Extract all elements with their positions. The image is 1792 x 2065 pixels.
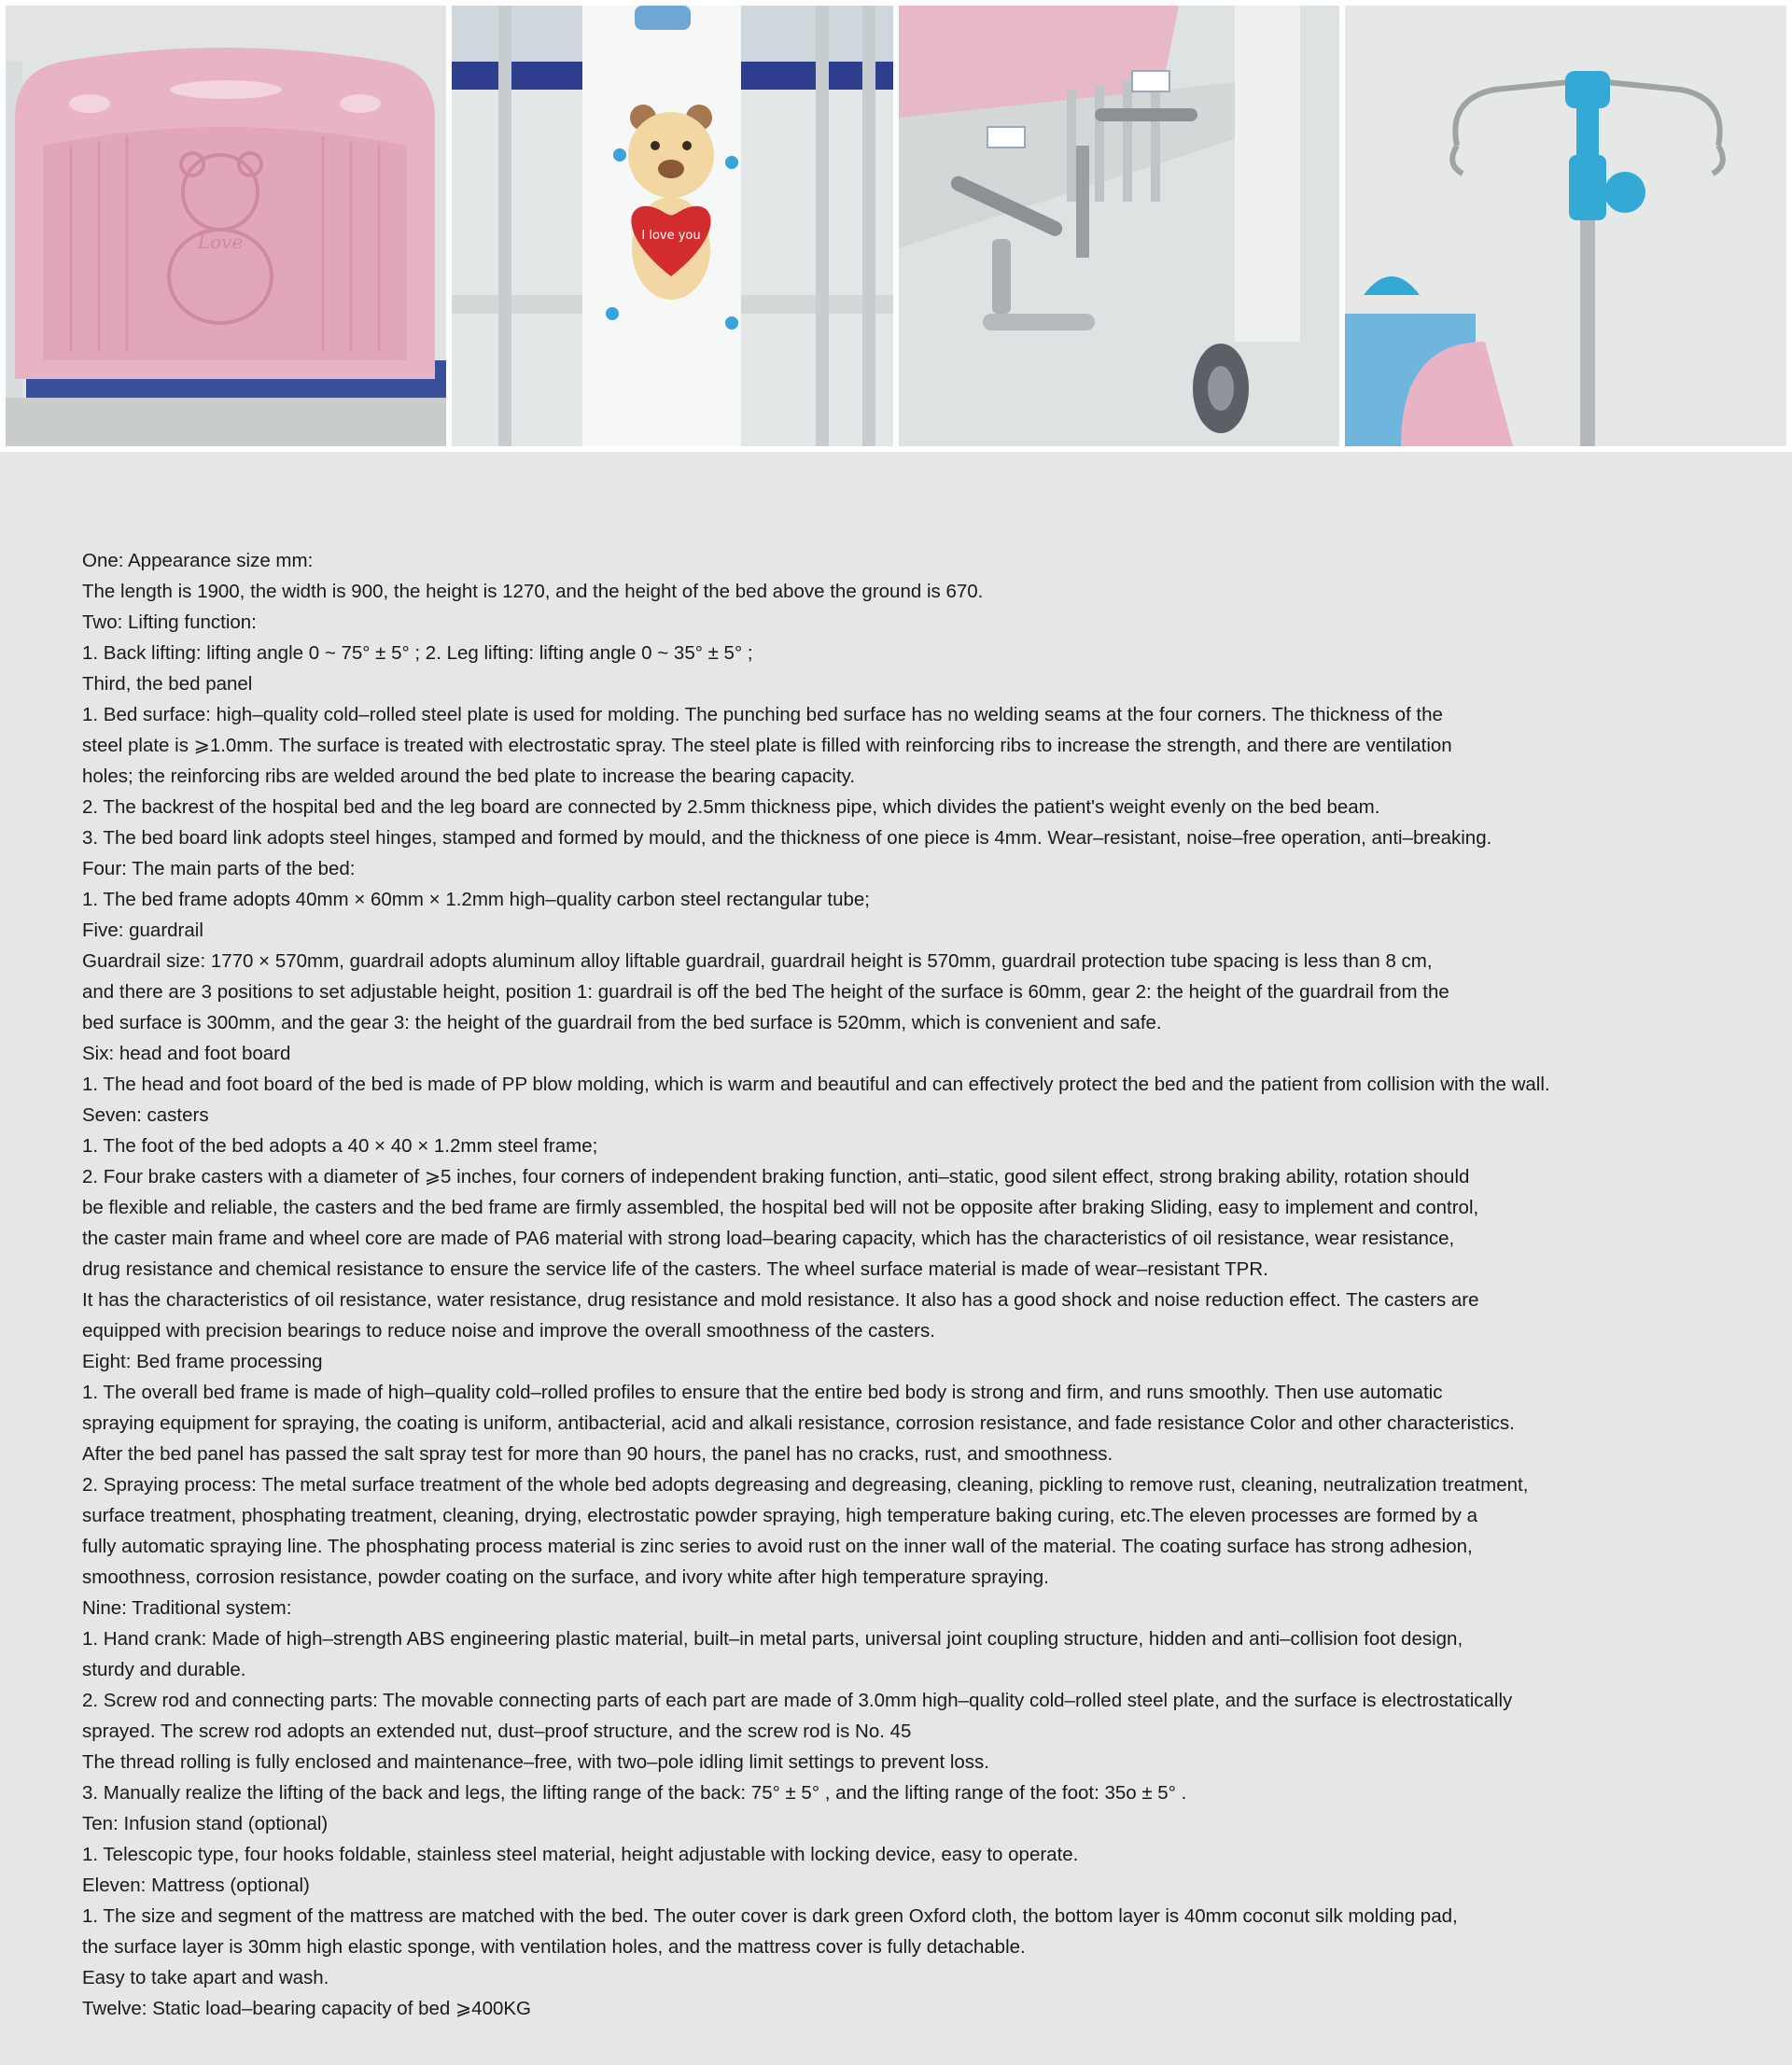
spec-line: smoothness, corrosion resistance, powder coating on the surface, and ivory white after high temperature spraying.: [82, 1566, 1049, 1588]
spec-line: the surface layer is 30mm high elastic sponge, with ventilation holes, and the mattress cover is fully detachable.: [82, 1936, 1026, 1958]
spec-line: and there are 3 positions to set adjustable height, position 1: guardrail is off the bed The height of the surface is 60mm, gear 2: the height of the guardrail from the: [82, 981, 1449, 1003]
spec-line: 1. The overall bed frame is made of high–quality cold–rolled profiles to ensure that the entire bed body is strong and firm, and runs smoothly. Then use automatic: [82, 1382, 1443, 1403]
spec-line: Six: head and foot board: [82, 1043, 291, 1064]
spec-line: Five: guardrail: [82, 920, 203, 941]
headboard-love-text: Love: [197, 231, 244, 253]
spec-line: 2. Screw rod and connecting parts: The movable connecting parts of each part are made of 3.0mm high–quality cold–rolled steel plate, and the surface is electrostatically: [82, 1690, 1513, 1711]
spec-line: fully automatic spraying line. The phosphating process material is zinc series to avoid rust on the inner wall of the material. The coating surface has strong adhesion,: [82, 1536, 1473, 1557]
spec-line: The length is 1900, the width is 900, the height is 1270, and the height of the bed above the ground is 670.: [82, 581, 984, 602]
spec-line: surface treatment, phosphating treatment, cleaning, drying, electrostatic powder spraying, high temperature baking curing, etc.The eleven processes are formed by a: [82, 1505, 1478, 1526]
spec-line: 2. Four brake casters with a diameter of ⩾5 inches, four corners of independent braking function, anti–static, good silent effect, strong braking ability, rotation should: [82, 1166, 1470, 1187]
spec-line: Guardrail size: 1770 × 570mm, guardrail adopts aluminum alloy liftable guardrail, guardrail height is 570mm, guardrail protection tube spacing is less than 8 cm,: [82, 950, 1433, 972]
spec-line: 3. Manually realize the lifting of the back and legs, the lifting range of the back: 75° ± 5° , and the lifting range of the foot: 35o ± 5° .: [82, 1782, 1187, 1804]
spec-line: Third, the bed panel: [82, 673, 253, 695]
spec-line: Eleven: Mattress (optional): [82, 1875, 310, 1896]
spec-line: 1. The foot of the bed adopts a 40 × 40 × 1.2mm steel frame;: [82, 1135, 598, 1157]
spec-line: The thread rolling is fully enclosed and maintenance–free, with two–pole idling limit settings to prevent loss.: [82, 1751, 989, 1773]
spec-line: Eight: Bed frame processing: [82, 1351, 323, 1372]
spec-line: spraying equipment for spraying, the coating is uniform, antibacterial, acid and alkali resistance, corrosion resistance, and fade resistance Color and other characteristics.: [82, 1412, 1515, 1434]
spec-line: sprayed. The screw rod adopts an extended nut, dust–proof structure, and the screw rod is No. 45: [82, 1721, 912, 1742]
spec-line: equipped with precision bearings to reduce noise and improve the overall smoothness of the casters.: [82, 1320, 935, 1342]
spec-line: 2. Spraying process: The metal surface treatment of the whole bed adopts degreasing and degreasing, cleaning, pickling to remove rust, cleaning, neutralization treatment,: [82, 1474, 1529, 1496]
spec-line: be flexible and reliable, the casters and the bed frame are firmly assembled, the hospital bed will not be opposite after braking Sliding, easy to implement and control,: [82, 1197, 1479, 1218]
spec-line: 1. The bed frame adopts 40mm × 60mm × 1.2mm high–quality carbon steel rectangular tube;: [82, 889, 871, 910]
photo-hand-cranks: [899, 6, 1339, 446]
spec-line: Seven: casters: [82, 1104, 209, 1126]
infusion-stand-illustration: [1345, 6, 1786, 446]
specification-text: [82, 545, 1753, 2024]
headboard-illustration: [6, 6, 446, 446]
spec-line: Ten: Infusion stand (optional): [82, 1813, 329, 1834]
spec-line: After the bed panel has passed the salt spray test for more than 90 hours, the panel has no cracks, rust, and smoothness.: [82, 1443, 1113, 1465]
spec-line: steel plate is ⩾1.0mm. The surface is treated with electrostatic spray. The steel plate is filled with reinforcing ribs to increase the strength, and there are ventilation: [82, 735, 1452, 756]
spec-line: 1. Bed surface: high–quality cold–rolled steel plate is used for molding. The punching bed surface has no welding seams at the four corners. The thickness of the: [82, 704, 1443, 725]
spec-line: Nine: Traditional system:: [82, 1597, 292, 1619]
spec-line: 1. The size and segment of the mattress are matched with the bed. The outer cover is dark green Oxford cloth, the bottom layer is 40mm coconut silk molding pad,: [82, 1905, 1458, 1927]
spec-line: Easy to take apart and wash.: [82, 1967, 329, 1988]
spec-line: It has the characteristics of oil resistance, water resistance, drug resistance and mold resistance. It also has a good shock and noise reduction effect. The casters are: [82, 1289, 1479, 1311]
photo-pink-headboard: [6, 6, 446, 446]
spec-line: 3. The bed board link adopts steel hinges, stamped and formed by mould, and the thickness of one piece is 4mm. Wear–resistant, noise–free operation, anti–breaking.: [82, 827, 1492, 849]
spec-line: Four: The main parts of the bed:: [82, 858, 356, 879]
product-photo-strip: [0, 0, 1792, 452]
spec-line: 1. Telescopic type, four hooks foldable, stainless steel material, height adjustable with locking device, easy to operate.: [82, 1844, 1079, 1865]
photo-infusion-stand: [1345, 6, 1786, 446]
spec-line: the caster main frame and wheel core are made of PA6 material with strong load–bearing capacity, which has the characteristics of oil resistance, wear resistance,: [82, 1228, 1455, 1249]
spec-line: One: Appearance size mm:: [82, 550, 314, 571]
spec-line: Two: Lifting function:: [82, 611, 257, 633]
photo-bear-guardrail-post: [452, 6, 893, 446]
heart-i-love-you-text: I love you: [641, 229, 701, 243]
spec-line: holes; the reinforcing ribs are welded around the bed plate to increase the bearing capacity.: [82, 766, 856, 787]
spec-line: drug resistance and chemical resistance to ensure the service life of the casters. The wheel surface material is made of wear–resistant TPR.: [82, 1258, 1268, 1280]
bear-post-illustration: [452, 6, 893, 446]
spec-line: sturdy and durable.: [82, 1659, 246, 1680]
spec-line: 1. Back lifting: lifting angle 0 ~ 75° ± 5° ; 2. Leg lifting: lifting angle 0 ~ 35° ± 5° ;: [82, 642, 753, 664]
spec-line: 1. Hand crank: Made of high–strength ABS engineering plastic material, built–in metal parts, universal joint coupling structure, hidden and anti–collision foot design,: [82, 1628, 1463, 1650]
spec-line: bed surface is 300mm, and the gear 3: the height of the guardrail from the bed surface is 520mm, which is convenient and safe.: [82, 1012, 1162, 1033]
spec-line: Twelve: Static load–bearing capacity of bed ⩾400KG: [82, 1998, 531, 2019]
spec-line: 2. The backrest of the hospital bed and the leg board are connected by 2.5mm thickness pipe, which divides the patient's weight evenly on the bed beam.: [82, 796, 1380, 818]
hand-crank-illustration: [899, 6, 1339, 446]
specification-panel: [0, 452, 1792, 2065]
spec-line: 1. The head and foot board of the bed is made of PP blow molding, which is warm and beautiful and can effectively protect the bed and the patient from collision with the wall.: [82, 1074, 1550, 1095]
